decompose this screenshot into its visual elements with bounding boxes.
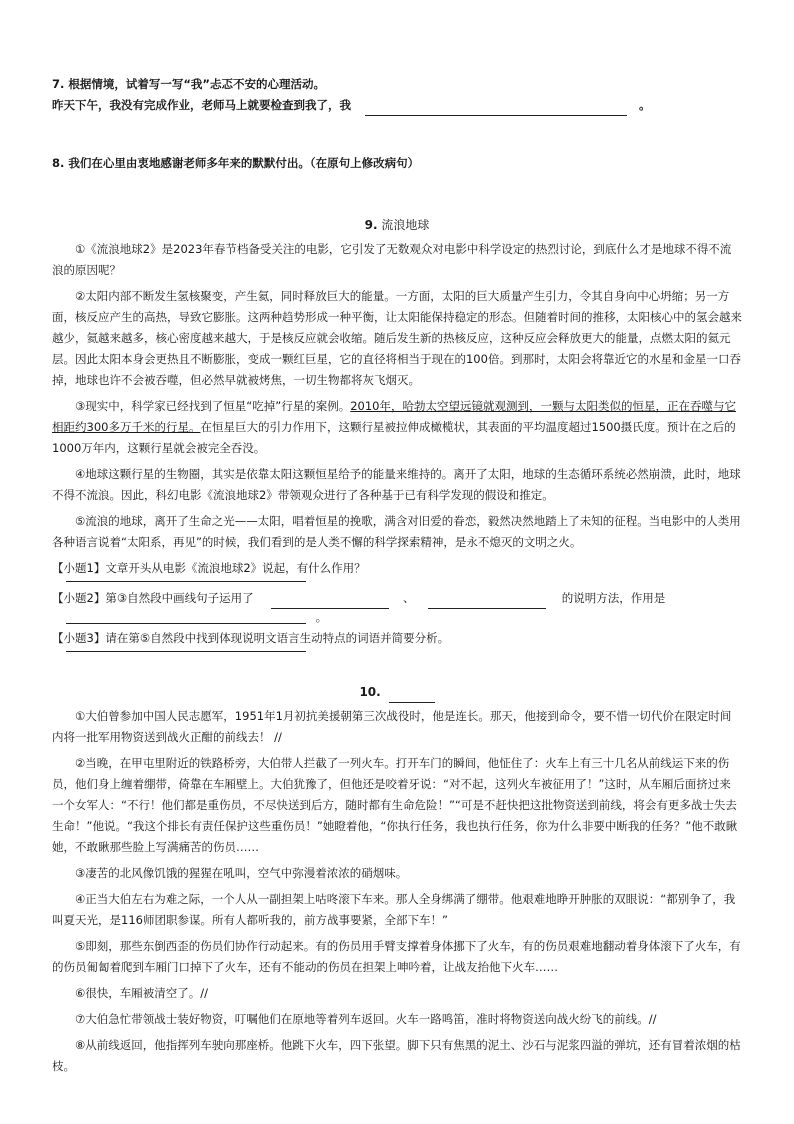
q10-title-blank[interactable] bbox=[389, 690, 435, 703]
q10-paragraph-4: ④正当大伯左右为难之际，一个人从一副担架上咕咚滚下车来。那人全身绑满了绷带。他艰难地睁开肿胀的双眼说：“都别争了，我叫夏天光，是116师团职参谋。所有人都听我的，前方战事要紧，全部下车！” bbox=[52, 892, 736, 927]
q9-sub3-answer-line[interactable] bbox=[66, 651, 306, 652]
q9-sub2-blank-2[interactable] bbox=[428, 594, 546, 609]
q10-paragraph-3: ③凄苦的北风像饥饿的猩猩在吼叫，空气中弥漫着浓浓的硝烟味。 bbox=[75, 866, 408, 880]
q9-sub2-text-a: 【小题2】第③自然段中画线句子运用了 bbox=[52, 591, 254, 605]
q7-prompt: 7. 根据情境，试着写一写“我”忐忑不安的心理活动。 bbox=[52, 77, 325, 91]
q9-sub2-answer-line[interactable] bbox=[66, 609, 306, 624]
q7-stem: 昨天下午，我没有完成作业，老师马上就要检查到我了，我 bbox=[52, 98, 351, 112]
q7-answer-blank[interactable] bbox=[365, 101, 627, 116]
q7-answer-line bbox=[52, 95, 742, 116]
q8-prompt: 8. 我们在心里由衷地感谢老师多年来的默默付出。（在原句上修改病句） bbox=[52, 156, 420, 170]
q10-paragraph-1: ①大伯曾参加中国人民志愿军，1951年1月初抗美援朝第三次战役时，他是连长。那天，他接到命令，要不惜一切代价在限定时间内将一批军用物资送到战火正酣的前线去！ // bbox=[52, 709, 732, 744]
q9-number: 9. bbox=[364, 218, 378, 232]
q9-paragraph-1: ①《流浪地球2》是2023年春节档备受关注的电影，它引发了无数观众对电影中科学设定的热烈讨论，到底什么才是地球不得不流浪的原因呢？ bbox=[52, 242, 732, 277]
q9-subquestion-3 bbox=[52, 628, 742, 652]
q10-paragraph-5: ⑤即刻，那些东倒西歪的伤员们协作行动起来。有的伤员用手臂支撑着身体挪下了火车，有的伤员艰难地翻动着身体滚下了火车，有的伤员匍匐着爬到车厢门口掉下了火车，还有不能动的伤员在担架上呻吟着，让战友抬他下火车…… bbox=[52, 939, 741, 974]
question-7 bbox=[52, 74, 742, 116]
q9-p3-rest: 在恒星巨大的引力作用下，这颗行星被拉伸成橄榄状，其表面的平均温度超过1500摄氏度。预计在之后的1000万年内，这颗行星就会被完全吞没。 bbox=[52, 420, 736, 455]
q9-sub1-answer-line[interactable] bbox=[66, 581, 306, 582]
q10-number: 10. bbox=[359, 685, 381, 699]
question-10 bbox=[52, 682, 742, 1082]
q10-paragraph-8: ⑧从前线返回，他指挥列车驶向那座桥。他跳下火车，四下张望。脚下只有焦黑的泥土、沙石与泥浆四溢的弹坑，还有冒着浓烟的枯枝。 bbox=[52, 1038, 741, 1073]
q9-sub1-text: 【小题1】文章开头从电影《流浪地球2》说起，有什么作用？ bbox=[52, 561, 366, 575]
q10-paragraph-2: ②当晚，在甲屯里附近的铁路桥旁，大伯带人拦截了一列火车。打开车门的瞬间，他怔住了：火车上有三十几名从前线运下来的伤员，他们身上缠着绷带，倚靠在车厢壁上。大伯犹豫了，但他还是咬着牙说：“对不起，这列火车被征用了！”这时，从车厢后面挤过来一个女军人：“不行！他们都是重伤员，不尽快送到后方，随时都有生命危险！”“可是不赶快把这批物资送到前线，将会有更多战士失去生命！”他说。“我这个排长有责任保护这些重伤员！”她瞪着他，“你执行任务，我也执行任务，你为什么非要中断我的任务？”他不敢瞅她，不敢瞅那些脸上写满痛苦的伤员…… bbox=[52, 756, 738, 854]
q9-paragraph-2: ②太阳内部不断发生氢核聚变，产生氦，同时释放巨大的能量。一方面，太阳的巨大质量产生引力，令其自身向中心坍缩；另一方面，核反应产生的高热，导致它膨胀。这两种趋势形成一种平衡，让太阳能保持稳定的形态。但随着时间的推移，太阳核心中的氢会越来越少，氦越来越多，核心密度越来越大，于是核反应就会收缩。随后发生新的热核反应，这种反应会释放更大的能量，点燃太阳的氦元层。因此太阳本身会更热且不断膨胀，变成一颗红巨星，它的直径将相当于现在的100倍。到那时，太阳会将靠近它的水星和金星一口吞掉，地球也许不会被吞噬，但必然早就被烤焦，一切生物都将灰飞烟灭。 bbox=[52, 289, 742, 387]
q7-end-mark: 。 bbox=[639, 98, 651, 112]
q9-title-text: 流浪地球 bbox=[381, 218, 430, 232]
question-9 bbox=[52, 215, 742, 658]
q9-sub2-separator: 、 bbox=[402, 591, 415, 605]
question-8 bbox=[52, 153, 742, 174]
q9-sub2-text-b: 的说明方法，作用是 bbox=[561, 591, 666, 605]
q9-title bbox=[52, 215, 742, 236]
q9-underlined-sentence: 2010年，哈勃太空望远镜就观测到，一颗与太阳类似的恒星，正在吞噬与它相距约300多万千米的行星。 bbox=[52, 399, 736, 434]
q9-subquestion-2 bbox=[52, 588, 742, 624]
q9-sub3-text: 【小题3】请在第⑤自然段中找到体现说明文语言生动特点的词语并简要分析。 bbox=[52, 631, 450, 645]
q9-paragraph-4: ④地球这颗行星的生物圈，其实是依靠太阳这颗恒星给予的能量来维持的。离开了太阳，地球的生态循环系统必然崩溃，此时，地球不得不流浪。因此，科幻电影《流浪地球2》带领观众进行了各种基于已有科学发现的假设和推定。 bbox=[52, 467, 741, 502]
q10-paragraph-7: ⑦大伯急忙带领战士装好物资，叮嘱他们在原地等着列车返回。火车一路鸣笛，准时将物资送向战火纷飞的前线。// bbox=[75, 1012, 657, 1026]
q9-sub2-blank-1[interactable] bbox=[271, 594, 389, 609]
q10-title bbox=[52, 682, 742, 703]
q9-paragraph-5: ⑤流浪的地球，离开了生命之光——太阳，唱着恒星的挽歌，满含对旧爱的眷恋，毅然决然地踏上了未知的征程。当电影中的人类用各种语言说着“太阳系，再见”的时候，我们看到的是人类不懈的科学探索精神，是永不熄灭的文明之火。 bbox=[52, 514, 741, 549]
q10-paragraph-6: ⑥很快，车厢被清空了。// bbox=[75, 986, 209, 1000]
q9-p3-lead: ③现实中，科学家已经找到了恒星“吃掉”行星的案例。 bbox=[75, 399, 351, 413]
q9-paragraph-3 bbox=[52, 396, 742, 459]
q9-sub2-end: 。 bbox=[315, 610, 328, 624]
q9-subquestion-1 bbox=[52, 558, 742, 582]
